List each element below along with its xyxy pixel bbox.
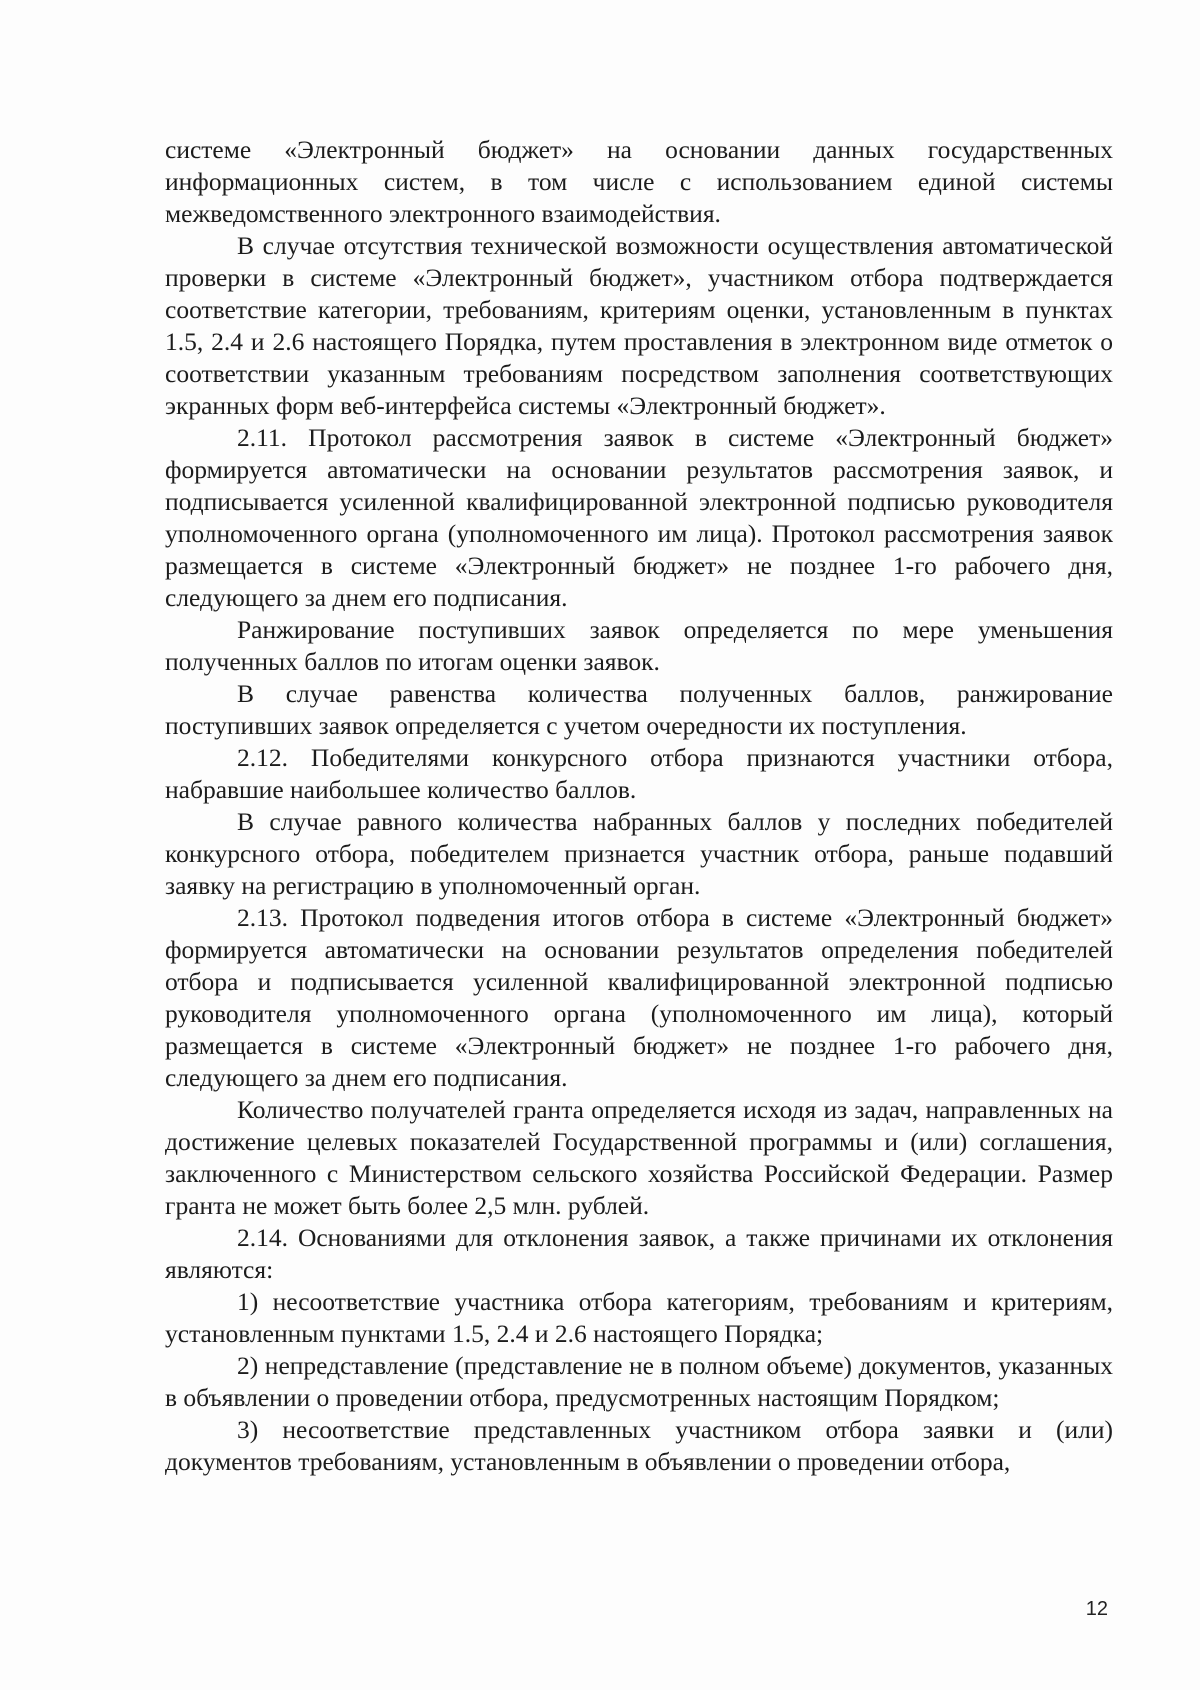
paragraph: Ранжирование поступивших заявок определяется по мере уменьшения полученных баллов по итогам оценки заявок. [165,615,1113,676]
paragraph: В случае равного количества набранных баллов у последних победителей конкурсного отбора, победителем признается участник отбора, раньше подавший заявку на регистрацию в уполномоченный орган. [165,807,1113,900]
paragraph: В случае отсутствия технической возможности осуществления автоматической проверки в системе «Электронный бюджет», участником отбора подтверждается соответствие категории, требованиям, критериям оценки, установленным в пунктах 1.5, 2.4 и 2.6 настоящего Порядка, путем проставления в электронном виде отметок о соответствии указанным требованиям посредством заполнения соответствующих экранных форм веб-интерфейса системы «Электронный бюджет». [165,231,1113,420]
paragraph: системе «Электронный бюджет» на основании данных государственных информационных систем, в том числе с использованием единой системы межведомственного электронного взаимодействия. [165,135,1113,228]
list-item: 3) несоответствие представленных участником отбора заявки и (или) документов требованиям, установленным в объявлении о проведении отбора, [165,1415,1113,1476]
paragraph: 2.12. Победителями конкурсного отбора признаются участники отбора, набравшие наибольшее количество баллов. [165,743,1113,804]
paragraph: 2.11. Протокол рассмотрения заявок в системе «Электронный бюджет» формируется автоматически на основании результатов рассмотрения заявок, и подписывается усиленной квалифицированной электронной подписью руководителя уполномоченного органа (уполномоченного им лица). Протокол рассмотрения заявок размещается в системе «Электронный бюджет» не позднее 1-го рабочего дня, следующего за днем его подписания. [165,423,1113,612]
paragraph: 2.13. Протокол подведения итогов отбора в системе «Электронный бюджет» формируется автоматически на основании результатов определения победителей отбора и подписывается усиленной квалифицированной электронной подписью руководителя уполномоченного органа (уполномоченного им лица), который размещается в системе «Электронный бюджет» не позднее 1-го рабочего дня, следующего за днем его подписания. [165,903,1113,1092]
list-item: 2) непредставление (представление не в полном объеме) документов, указанных в объявлении о проведении отбора, предусмотренных настоящим Порядком; [165,1351,1113,1412]
document-body [165,134,1113,1478]
list-item: 1) несоответствие участника отбора категориям, требованиям и критериям, установленным пунктами 1.5, 2.4 и 2.6 настоящего Порядка; [165,1287,1113,1348]
page-number: 12 [1085,1598,1108,1620]
paragraph: 2.14. Основаниями для отклонения заявок, а также причинами их отклонения являются: [165,1223,1113,1284]
paragraph: В случае равенства количества полученных баллов, ранжирование поступивших заявок определяется с учетом очередности их поступления. [165,679,1113,740]
paragraph: Количество получателей гранта определяется исходя из задач, направленных на достижение целевых показателей Государственной программы и (или) соглашения, заключенного с Министерством сельского хозяйства Российской Федерации. Размер гранта не может быть более 2,5 млн. рублей. [165,1095,1113,1220]
